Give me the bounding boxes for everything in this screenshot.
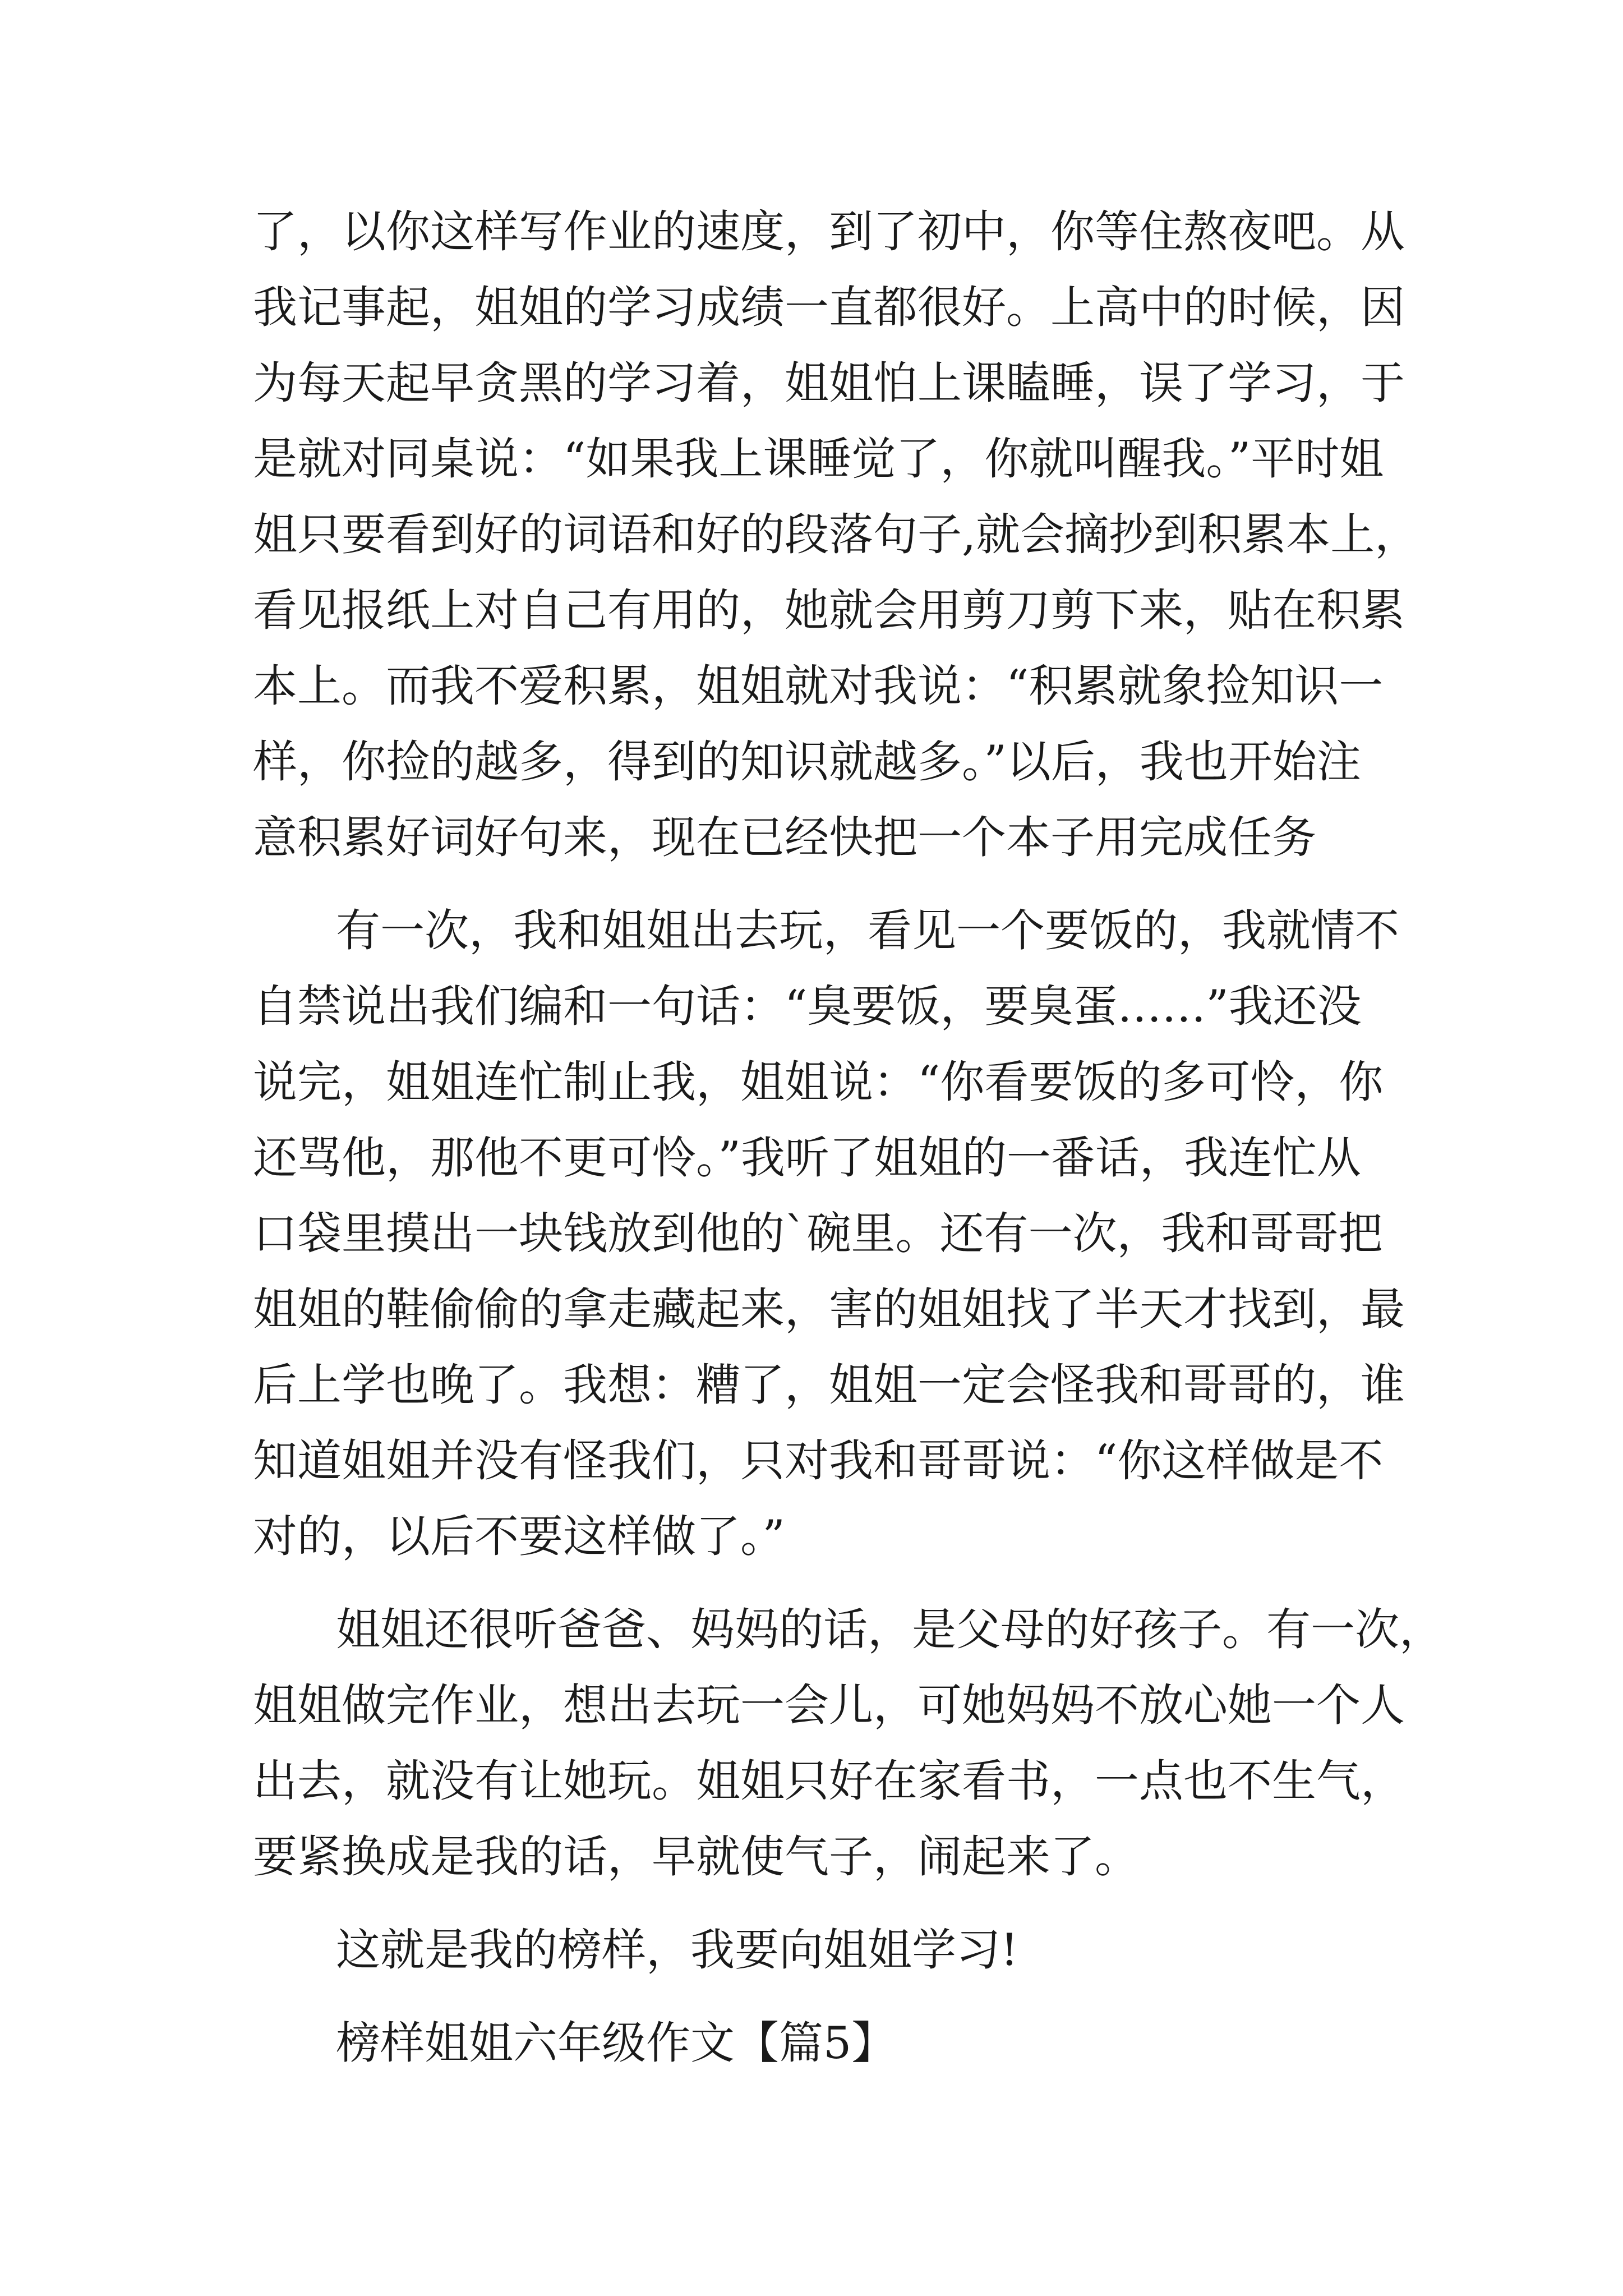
paragraph-start-line: 姐姐还很听爸爸、妈妈的话，是父母的好孩子。有一次， <box>336 1604 1444 1655</box>
text-line: 口袋里摸出一块钱放到他的`碗里。还有一次，我和哥哥把 <box>253 1208 1383 1259</box>
text-line: 姐姐的鞋偷偷的拿走藏起来，害的姐姐找了半天才找到，最 <box>253 1283 1405 1335</box>
paragraph-start-line: 有一次，我和姐姐出去玩，看见一个要饭的，我就情不 <box>336 905 1399 956</box>
section-heading: 榜样姐姐六年级作文【篇5】 <box>336 2017 896 2069</box>
text-line: 姐姐做完作业，想出去玩一会儿，可她妈妈不放心她一个人 <box>253 1680 1405 1731</box>
text-line: 看见报纸上对自己有用的，她就会用剪刀剪下来，贴在积累 <box>253 585 1405 636</box>
text-line: 后上学也晚了。我想：糟了，姐姐一定会怪我和哥哥的，谁 <box>253 1359 1405 1411</box>
text-line: 是就对同桌说：“如果我上课睡觉了，你就叫醒我。”平时姐 <box>253 433 1384 485</box>
paragraph-start-line: 这就是我的榜样，我要向姐姐学习! <box>336 1924 1018 1976</box>
text-line: 为每天起早贪黑的学习着，姐姐怕上课瞌睡，误了学习，于 <box>253 357 1405 409</box>
text-line: 意积累好词好句来，现在已经快把一个本子用完成任务 <box>253 812 1316 863</box>
text-line: 样，你捡的越多，得到的知识就越多。”以后，我也开始注 <box>253 736 1361 788</box>
text-line: 自禁说出我们编和一句话：“臭要饭，要臭蛋……”我还没 <box>253 981 1362 1032</box>
text-line: 还骂他，那他不更可怜。”我听了姐姐的一番话，我连忙从 <box>253 1132 1361 1184</box>
text-line: 要紧换成是我的话，早就使气子，闹起来了。 <box>253 1831 1139 1883</box>
text-line: 对的，以后不要这样做了。” <box>253 1511 785 1562</box>
text-line: 了，以你这样写作业的速度，到了初中，你等住熬夜吧。从 <box>253 206 1405 257</box>
text-line: 姐只要看到好的词语和好的段落句子,就会摘抄到积累本上， <box>253 509 1419 560</box>
text-line: 知道姐姐并没有怪我们，只对我和哥哥说：“你这样做是不 <box>253 1435 1384 1487</box>
text-line: 本上。而我不爱积累，姐姐就对我说：“积累就象捡知识一 <box>253 660 1384 712</box>
text-line: 出去，就没有让她玩。姐姐只好在家看书，一点也不生气， <box>253 1755 1405 1807</box>
text-line: 说完，姐姐连忙制止我，姐姐说：“你看要饭的多可怜，你 <box>253 1056 1384 1108</box>
text-line: 我记事起，姐姐的学习成绩一直都很好。上高中的时候，因 <box>253 282 1405 333</box>
